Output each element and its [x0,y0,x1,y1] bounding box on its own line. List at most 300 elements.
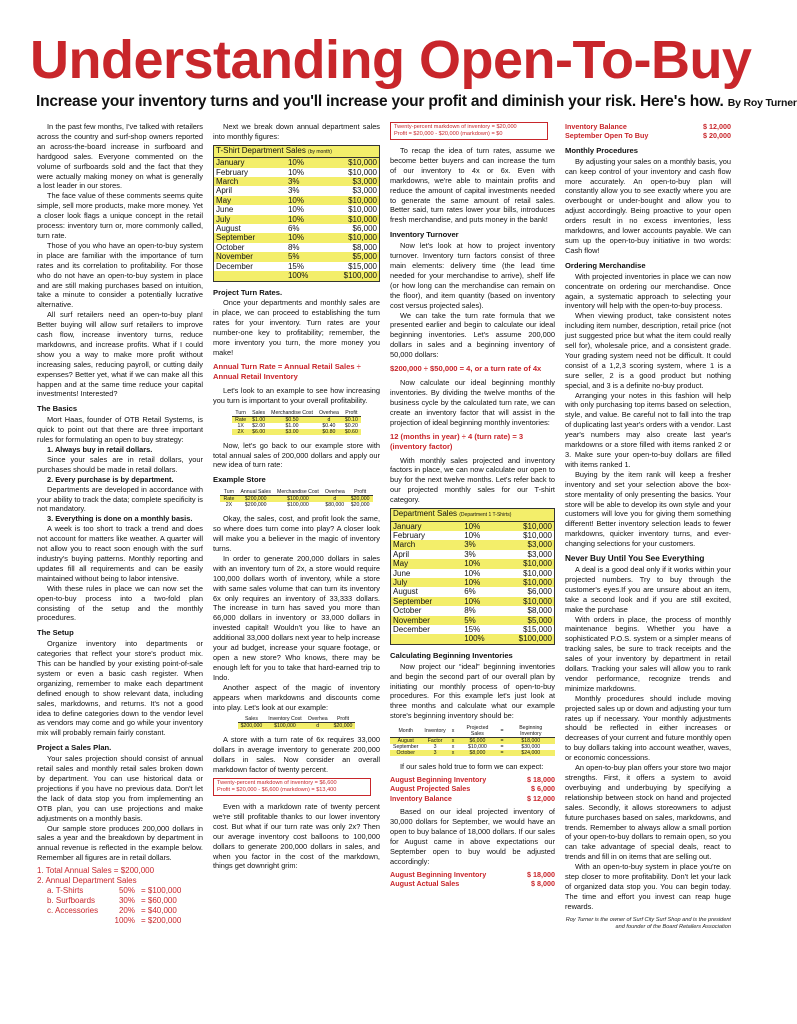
column-1 [37,122,203,926]
heading-ordering: Ordering Merchandise [565,260,646,270]
summary-value: $ 18,000 [527,869,555,879]
table-cell: 3% [452,540,501,549]
header-cell: Overhea [322,489,348,496]
table-cell: 10% [276,233,325,242]
table-cell: April [391,550,453,559]
table-row [214,158,380,168]
paragraph: Okay, the sales, cost, and profit look the same, so where does turn come into play? A closer look will make you a believer in the magic of inventory turns. [213,514,380,553]
paragraph: A deal is a good deal only if it works within your projected numbers. Try to buy through the customer's eyes.If you are unsure about an item, take a second look and if you are still excited, make the purchase [565,564,731,614]
markdown-line: Twenty-percent markdown of inventory = $6,600 [217,780,337,787]
paragraph: Arranging your notes in this fashion will help with only purchasing top items based on selection, style, and value. Be careful not to fall into the trap of duplicating last year's orders with a vendor. Last year's numbers may also create last year's markdowns or a store filled with items ranked 2 or 3. Make sure your open-to-buy dollars are filled with items ranked 1. [565,390,731,469]
heading-basics: The Basics [37,404,78,414]
table-cell: = [500,744,504,751]
summary-line [390,784,555,793]
turn-formula-example: $200,000 ÷ $50,000 = 4, or a turn rate of 4x [390,364,542,374]
table-row [391,597,555,606]
table-cell [214,271,276,281]
table-cell: $20,000 [331,723,356,730]
table-cell: 10% [452,559,501,568]
table-cell: August [391,587,453,596]
alloc-amt: = $40,000 [141,906,177,916]
table-row [214,271,380,281]
table-cell: March [214,177,276,186]
table-cell: March [391,540,453,549]
paragraph: We can take the turn rate formula that we presented earlier and begin to calculate our ideal beginning inventories. Let's assume 200,000 dollars in sales and a beginning inventory of 50,000 dollars: [390,310,555,360]
paragraph: Even with a markdown rate of twenty percent we're still profitable thanks to our lower inventory cost. But what if our turn rate was only 2x? Then our average inventory cost balloons to 100,000 dollars to generate 200,000 dollars in sales, and when you factor in the cost of the markdown, things get downright grim: [213,802,380,871]
paragraph: In order to generate 200,000 dollars in sales with an inventory turn of 2x, a store would require 100,000 dollars worth of inventory, while a store with same sales volume that can turn its inventory 6x only requires an inventory of 33,333 dollars. The increase in turn has saved you more than 66,000 dollars in inventory or 33,000 dollars in invested capital! Wouldn't you like to have an additional 33,000 dollars next year to help increase your ad budget, increase your square footage, or open a new store? Who knows, there may be enough left for you to take that hard-earned trip to Indo. [213,553,380,682]
header-cell: Overhea [316,410,342,417]
heading-setup: The Setup [37,628,74,638]
table-cell: September [393,744,419,751]
header-cell: Merchandise Cost [274,489,322,496]
markdown-line: Profit = $20,000 - $20,000 (markdown) = $0 [394,131,503,137]
table-cell: $200,000 [237,496,274,503]
header-cell: Sales [249,410,268,417]
paragraph: Those of you who have an open-to-buy system in place are familiar with the importance of turn rates and its correlation to profitability. For those who do not have an open-to-buy system in place and are still making purchases based on intuition, take a minute to consider a potentially lucrative alternative. [37,240,203,310]
table-cell: October [214,243,276,252]
column-4 [565,122,731,931]
alloc-name: b. Surfboards [47,896,96,906]
alloc-row [37,916,203,926]
header-cell: x [449,725,458,738]
table-cell: $10,000 [325,168,379,177]
table-cell: May [391,559,453,568]
table-cell: $0.80 [316,429,342,435]
table-cell: = [498,750,507,756]
table-body [214,158,380,281]
table-cell: 10% [452,569,501,578]
table-cell: $0.40 [322,422,336,429]
table-cell: $200,000 [238,723,266,730]
header-cell: Overhea [305,716,331,723]
table-cell: August [214,224,276,233]
caption-text: T-Shirt Department Sales [216,145,306,155]
sales-allocation [37,866,203,926]
table-row [214,205,380,214]
table-cell: October [391,606,453,615]
table-cell: d [316,416,342,423]
summary-label: August Beginning Inventory [390,775,487,785]
table-cell: $0.50 [268,416,316,423]
paragraph: With monthly sales projected and inventory factors in place, we can now calculate our open to buy for the next twelve months. Let's refer back to our projected monthly sales for our T-shirt category. [390,455,555,505]
header-cell: Beginning Inventory [507,725,555,738]
table-cell: August [390,738,421,745]
table-cell: $80,000 [325,502,345,509]
subtitle-text: Increase your inventory turns and you'll increase your profit and diminish your risk. Here's how. [36,93,724,110]
table-cell: $15,000 [501,625,555,634]
table-cell: $10,000 [501,559,555,568]
heading-turn-rates: Project Turn Rates. [213,287,283,297]
table-row [391,521,555,531]
table-cell: d [322,496,348,503]
table-row [391,531,555,540]
table-cell: 6% [452,587,501,596]
paragraph: Now, let's go back to our example store with total annual sales of 200,000 dollars and apply our new idea of turn rate: [213,440,380,470]
table-cell: Rate [232,416,249,423]
table-cell: $3,000 [325,177,379,186]
summary-label: August Actual Sales [390,879,460,889]
markdown-line: Profit = $20,000 - $6,600 (markdown) = $13,400 [217,787,337,794]
turn-rate-formula: Annual Turn Rate = Annual Retail Sales ÷ Annual Retail Inventory [213,361,361,381]
alloc-amt: = $60,000 [141,896,177,906]
table-row [391,625,555,634]
heading-monthly-procedures: Monthly Procedures [565,145,638,155]
table-cell: December [214,262,276,271]
paragraph: Let's look to an example to see how increasing you turn is important to your overall profitability. [213,385,380,405]
table-row [391,616,555,625]
table-row [214,224,380,233]
header-cell: Turn [220,489,237,496]
table-row [232,429,361,435]
table-cell: $0.20 [344,422,358,429]
alloc-row [37,896,203,906]
paragraph: If our sales hold true to form we can expect: [400,762,544,772]
header-cell: Profit [342,410,361,417]
paragraph: Based on our ideal projected inventory of 30,000 dollars for September, we would have an open to buy balance of 18,000 dollars. If our sales for August came in above expectations our September open to buy would be adjusted accordingly: [390,807,555,866]
table-cell: July [391,578,453,587]
table-row [214,168,380,177]
table-cell [391,634,453,644]
paragraph: With orders in place, the process of monthly maintenance begins. Whether you have a sophisticated P.O.S. system or a simpler means of tracking sales, be sure to track receipts and the sales of your inventory by department in retail dollars. Tracking your sales will allow you to rank vendor performance, recognize trends and minimize markdowns. [565,614,731,693]
table-cell: 8% [276,243,325,252]
table-cell: $5,000 [501,616,555,625]
table-cell: Factor [421,738,448,745]
table-cell: February [391,531,453,540]
alloc-pct: 20% [118,906,135,916]
summary-label: Inventory Balance [390,793,452,803]
table-cell: x [449,738,458,745]
table-row [391,587,555,596]
paragraph: Departments are developed in accordance with your ability to track the data; complete specificity is not mandatory. [37,484,203,514]
table-cell: $6,000 [457,738,497,745]
table-row [391,540,555,549]
table-cell: November [391,616,453,625]
example-store-table [220,489,372,508]
table-cell: $5,000 [325,252,379,261]
table-row [214,186,380,195]
table-row [391,550,555,559]
paragraph: Your sales projection should consist of annual retail sales and monthly retail sales broken down by department. You can use historical data or projections if you have no previous data. Don't let the lack of data stop you from implementing an OTB plan, you can use projections and make adjustments on a monthly basis. [37,754,203,823]
summary-label: August Projected Sales [390,784,471,794]
table-cell: June [391,569,453,578]
summary-line [390,879,555,888]
alloc-row [37,886,203,896]
turn-example-table [232,410,361,435]
table-cell: 100% [452,634,501,644]
inventory-summary-1 [390,775,555,803]
table-cell: $100,000 [325,271,379,281]
table-cell: $100,000 [274,496,322,503]
alloc-row [37,906,203,916]
table-cell: February [214,168,276,177]
table-caption [391,509,555,521]
heading-example-store: Example Store [213,475,266,485]
table-cell: 10% [452,521,501,531]
inventory-summary-2 [390,870,555,889]
table-cell: 3% [276,186,325,195]
table-cell: 3 [433,744,437,751]
table-cell: $10,000 [325,205,379,214]
summary-line [390,794,555,803]
table-cell: November [214,252,276,261]
summary-value: $ 6,000 [531,784,555,794]
paragraph: The face value of these comments seems quite simple, sell more products, make more money. Yet a closer look flags a unique concept in the retail process: inventory turn or, more commonly called, turn rate. [37,191,203,240]
table-caption [214,145,380,157]
summary-value: $ 8,000 [531,879,555,889]
table-row [391,569,555,578]
paragraph: With these rules in place we can now set the open-to-buy process into a two-fold plan consisting of the setup and the monthly procedures. [37,583,203,623]
table-cell: x [451,744,455,751]
table-cell: 10% [276,158,325,168]
table-row [214,177,380,186]
paragraph: Organize inventory into departments or categories that reflect your store's product mix. This can be handled by your existing point-of-sale system or even a basic cash register. When organizing, remember to make each department defined enough to show relevant data, including sales, markdowns, and returns. It's not a good idea to define categories down to the vendor level as vendors may come and go while your inventory mix will probably remain fairly constant. [37,639,203,738]
table-cell: $10,000 [501,569,555,578]
header-cell: Projected Sales [457,725,497,738]
author-credit: Roy Turner is the owner of Surf City Surf Shop and is the president and founder of the Board Retailers Association [565,916,731,930]
article-title: Understanding Open-To-Buy [30,30,752,90]
table-cell: June [214,205,276,214]
table-header-row [238,716,356,723]
table-cell: x [449,750,458,756]
paragraph: Now let's look at how to project inventory turnover. Inventory turn factors consist of three main elements: delivery time (the lead time needed for your merchandise to arrive), shelf life (or how long can the merchandise can remain on the floor), and item quantity (based on inventory cost versus projected sales). [390,241,555,310]
table-cell: $20,000 [350,502,370,509]
table-cell: $8,000 [501,606,555,615]
paragraph: To recap the idea of turn rates, assume we become better buyers and can increase the turn of our inventory to 4x or 6x. Even with markdowns, we're able to maintain profits and reduce the amount of capital investments needed to generate the same amount of retail sales. Better said, turn rates lower your bills, introduces fresh merchandise, and puts money in the bank! [390,146,555,225]
alloc-pct: 100% [114,916,135,926]
table-cell: 10% [452,597,501,606]
table-cell: 15% [276,262,325,271]
header-cell: Sales [238,716,266,723]
table-cell: $2.00 [252,422,266,429]
paragraph: Once your departments and monthly sales are in place, we can proceed to establishing the turn rates for your inventory. Turn rates are your number-one key to profitability; remember, the more inventory you turn, the more money you make! [213,298,380,357]
tshirt-sales-table [213,145,380,282]
table-row [391,634,555,644]
table-cell: $10,000 [325,215,379,224]
header-cell: Annual Sales [237,489,274,496]
header-cell: Merchandise Cost [268,410,316,417]
table-cell: May [214,196,276,205]
summary-label: Inventory Balance [565,122,627,131]
inventory-factor-formula: 12 (months in year) ÷ 4 (turn rate) = 3 (inventory factor) [390,431,524,451]
table-cell: December [391,625,453,634]
byline: By Roy Turner [727,97,797,109]
alloc-name: c. Accessories [47,906,99,916]
header-cell: Inventory Cost [265,716,304,723]
table-cell: $0.10 [342,416,361,423]
table-cell: $15,000 [325,262,379,271]
heading-calc-inventories: Calculating Beginning Inventories [390,650,513,660]
table-cell: $10,000 [501,521,555,531]
table-cell: d [305,723,331,730]
table-header-row [390,725,555,738]
paragraph: Now project our “ideal” beginning inventories and begin the second part of our overall plan by initiating our monthly process of open-to-buy procedures. For this example let's just look at three months and calculate what our example store's beginning inventory should be: [390,661,555,721]
table-cell: January [391,521,453,531]
summary-line [390,775,555,784]
table-cell: $10,000 [325,158,379,168]
table-cell: July [214,215,276,224]
alloc-amt: = $200,000 [141,916,182,926]
paragraph: Next we break down annual department sales into monthly figures: [213,122,380,141]
summary-value: $ 12,000 [703,122,731,131]
header-cell: = [498,725,507,738]
table-cell: $20,000 [348,496,373,503]
table-cell: 10% [276,196,325,205]
table-cell: 10% [452,578,501,587]
alloc-dept-heading: 2. Annual Department Sales [37,876,137,886]
paragraph: Mort Haas, founder of OTB Retail Systems, is quick to point out that there are three important rules for formulating an open to buy strategy: [37,415,203,445]
table-cell: 2X [225,502,233,509]
table-row [238,723,356,730]
summary-line [565,131,731,140]
table-cell: $100,000 [501,634,555,644]
table-cell: Rate [220,496,237,503]
rule-3: 3. Everything is done on a monthly basis. [47,514,193,524]
summary-value: $ 12,000 [527,793,555,803]
column-3 [390,122,555,889]
caption-text: Department Sales [393,509,458,519]
paragraph: Buying by the item rank will keep a fresher inventory and set your selection above the box-store mentality of only presenting the basics. Your store will be able to develop its own style and your customers will love you for giving them something different! Better inventory selection leads to fewer markdowns, quicker inventory turns, and ever-changing selections for your customers. [565,469,731,549]
table-row [214,243,380,252]
table-cell: April [214,186,276,195]
paragraph: All surf retailers need an open-to-buy plan! Better buying will allow surf retailers to improve cash flow, increase inventory turns, reduce markdowns, and increase profits. What if I could show you a way to make more profit without increasing sales, reducing payroll, or cutting daily expenses? Better yet, what if we can make all this happen and at the same time reduce your capital investments! Interested? [37,310,203,399]
table-cell: $0.60 [342,429,361,435]
table-cell: $3.00 [268,429,316,435]
markdown-example-table [238,716,356,729]
table-cell: $10,000 [468,744,487,751]
table-cell: September [391,597,453,606]
paragraph: A week is too short to track a trend and does not account for matters like weather. A quarter will not allow you to react soon enough with the surf industry's buying patterns. Monthly reporting and updates fill all requirements and can be easily maintained without being to labor intensive. [37,524,203,583]
paragraph: Monthly procedures should include moving projected sales up or down and adjusting your turn rates up if necessary. Your monthly adjustments should be reflected in either increases or decreases of your current and future monthly open to buy dollars taking into account weather, waves, or economic concessions. [565,693,731,763]
table-cell: $1.00 [285,422,299,429]
table-cell: $6.00 [249,429,268,435]
rule-2: 2. Every purchase is by department. [47,474,174,484]
table-cell: $3,000 [501,540,555,549]
table-row [214,252,380,261]
paragraph: With projected inventories in place we can now concentrate on ordering our merchandise. Once again, a systematic approach to selecting your inventory will help with the open-to-buy process. [565,271,731,311]
paragraph: Our sample store produces 200,000 dollars in sales a year and the breakdown by department in annual revenue is reflected in the example below. Remember all figures are in retail dollars. [37,823,203,863]
header-cell: Month [390,725,421,738]
table-cell: $10,000 [501,531,555,540]
column-2 [213,122,380,871]
table-cell: $18,000 [507,738,555,745]
table-row [214,215,380,224]
table-row [391,559,555,568]
table-cell: $24,000 [507,750,555,756]
paragraph: With an open-to-buy system in place you're on step closer to more profitability. Don't let your lack of organized data stop you. You can begin today. The time and effort you invest can reap huge rewards. [565,862,731,911]
summary-line [565,122,731,131]
table-cell: $200,000 [244,502,267,509]
table-cell: $3,000 [325,186,379,195]
summary-label: August Beginning Inventory [390,869,487,879]
table-cell: $10,000 [501,578,555,587]
table-cell: $6,000 [325,224,379,233]
heading-never-buy: Never Buy Until You See Everything [565,554,705,564]
header-cell: Inventory [421,725,448,738]
heading-turnover: Inventory Turnover [390,230,459,240]
header-cell: Profit [331,716,356,723]
paragraph: A store with a turn rate of 6x requires 33,000 dollars in average inventory to generate 200,000 dollars in sales. Now consider an overall markdown factor of twenty percent. [213,735,380,775]
markdown-box-2 [390,122,548,140]
table-cell: $100,000 [287,502,309,509]
department-sales-table [390,508,555,645]
header-cell: Profit [348,489,373,496]
table-cell: $6,000 [501,587,555,596]
table-cell: = [498,738,507,745]
table-cell: $1.00 [249,416,268,423]
table-cell: $8,000 [457,750,497,756]
paragraph: Since your sales are in retail dollars, your purchases should be made in retail dollars. [37,454,203,474]
alloc-pct: 50% [118,886,135,896]
table-cell: 10% [276,215,325,224]
summary-label: September Open To Buy [565,131,649,141]
paragraph: Another aspect of the magic of inventory appears when markdowns and discounts come into play. Let's look at our example: [213,682,380,712]
paragraph: In the past few months, I've talked with retailers across the country and surf-shop owners reported an across-the-board increase in surfboard and hardgood sales. Everyone commented on the volume of surfboards sold and the fact that they were actually making money on what is generally a lost leader in our stores. [37,122,203,191]
table-cell: 8% [452,606,501,615]
table-row [391,578,555,587]
table-body [391,521,555,644]
table-cell: 1X [237,422,244,429]
table-cell: $10,000 [325,196,379,205]
table-cell: 2X [232,429,249,435]
markdown-line: Twenty-percent markdown of inventory = $20,000 [394,124,517,130]
table-row [214,233,380,242]
alloc-name [47,916,109,926]
alloc-name: a. T-Shirts [47,886,84,896]
table-cell: 10% [452,531,501,540]
table-cell: 3% [276,177,325,186]
table-row [220,502,372,508]
table-cell: September [214,233,276,242]
table-row [214,196,380,205]
paragraph: Now calculate our ideal beginning monthly inventories. By dividing the twelve months of the business cycle by the calculated turn rate, we can create an inventory factor that will assist in the projection of ideal beginning monthly inventories: [390,378,555,427]
table-cell: January [214,158,276,168]
table-cell: 5% [276,252,325,261]
table-cell: $8,000 [325,243,379,252]
table-cell: 100% [276,271,325,281]
table-cell: 5% [452,616,501,625]
header-cell: Turn [232,410,249,417]
beginning-inventory-table [390,725,555,756]
rule-1: 1. Always buy in retail dollars. [47,445,153,454]
caption-note: (by month) [308,148,332,155]
table-cell: $10,000 [325,233,379,242]
markdown-box-1 [213,778,371,796]
summary-value: $ 18,000 [527,775,555,785]
table-cell: 6% [276,224,325,233]
paragraph: When viewing product, take consistent notes including item number, description, retail price (not just suggested price but what the item could really sell for), wholesale price, and a consistent grade. Your grading system need not be difficult. It could consist of a 1,2,3 scoring system, where 1 is a sure seller, 2 is a good product but nothing special, and 3 is a definite no-buy product. [565,311,731,390]
table-row [214,262,380,271]
table-cell: 10% [276,168,325,177]
table-cell: $100,000 [265,723,304,730]
open-to-buy-summary [565,122,731,141]
table-row [391,606,555,615]
table-cell: 15% [452,625,501,634]
summary-value: $ 20,000 [703,131,731,141]
paragraph: By adjusting your sales on a monthly basis, you can keep control of your inventory and cash flow more accurately. An open-to-buy plan will constantly allow you to see exactly where you are overbought or under-bought and allow you to adjust accordingly. Being proactive to your open orders result in no excess inventories, less markdowns, and lower accounts payable. We can sum up the open-to-buy initiative in two words: Cash flow! [565,156,731,255]
alloc-pct: 30% [118,896,135,906]
article-subtitle [36,92,797,113]
table-cell: $10,000 [501,597,555,606]
table-cell: $3,000 [501,550,555,559]
table-cell: $30,000 [521,744,541,751]
table-cell: 10% [276,205,325,214]
table-cell: 3% [452,550,501,559]
alloc-total: 1. Total Annual Sales = $200,000 [37,866,155,876]
table-cell: 3 [421,750,448,756]
paragraph: An open-to-buy plan offers your store two major strengths. First, it offers a system to avoid overbuying and underbuying by specifying a relationship between stock on hand and projected sales. Secondly, it allows storeowners to adjust future purchases based on sales, markdowns, and trends. Remember to always allow a small portion of your open-to-buy dollars to remain open, so you can take advantage of special deals, react to trends and fill in on items that are selling out. [565,763,731,862]
table-row [390,750,555,756]
table-cell: October [390,750,421,756]
